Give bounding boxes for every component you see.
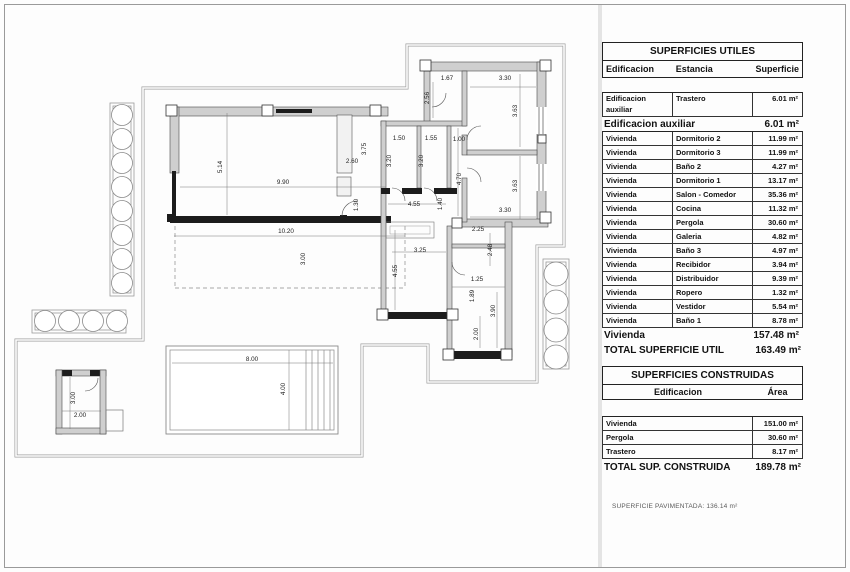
utiles-title-box bbox=[602, 42, 803, 78]
dimension-label: 2.60 bbox=[345, 158, 359, 165]
table-cell: 11.99 m² bbox=[768, 148, 798, 157]
total-construida-row bbox=[602, 459, 803, 473]
subtotal-value: 157.48 m² bbox=[753, 330, 799, 341]
dimension-label: 3.00 bbox=[70, 391, 77, 405]
vivienda-subtotal-row bbox=[602, 328, 803, 342]
table-cell: 9.39 m² bbox=[772, 274, 798, 283]
table-cell: Pergola bbox=[603, 431, 753, 444]
table-row bbox=[603, 417, 802, 430]
table-row bbox=[603, 257, 802, 271]
table-cell: Vivienda bbox=[603, 272, 673, 285]
table-cell: 5.54 m² bbox=[772, 302, 798, 311]
construidas-header-row bbox=[603, 384, 802, 399]
table-title: SUPERFICIES UTILES bbox=[649, 46, 755, 57]
dimension-label: 2.48 bbox=[487, 243, 494, 257]
table-cell: 3.94 m² bbox=[772, 260, 798, 269]
table-cell: Vivienda bbox=[603, 188, 673, 201]
table-cell: Vivienda bbox=[603, 132, 673, 145]
table-cell: Galeria bbox=[673, 230, 753, 243]
table-row bbox=[603, 444, 802, 458]
table-cell: 13.17 m² bbox=[767, 176, 798, 185]
tree-row-right bbox=[543, 259, 569, 369]
dimension-label: 10.20 bbox=[278, 228, 294, 235]
dimension-label: 4.55 bbox=[407, 201, 421, 208]
dimension-label: 3.90 bbox=[490, 304, 497, 318]
table-cell: 151.00 m² bbox=[763, 419, 798, 428]
column-header: Superficie bbox=[755, 64, 799, 74]
table-cell: Edificacion auxiliar bbox=[603, 93, 673, 116]
dimension-label: 3.25 bbox=[413, 247, 427, 254]
table-cell: Vivienda bbox=[603, 146, 673, 159]
dimension-label: 2.56 bbox=[424, 91, 431, 105]
dimension-label: 4.55 bbox=[392, 264, 399, 278]
dimension-label: 1.89 bbox=[469, 289, 476, 303]
table-cell: 35.36 m² bbox=[767, 190, 798, 199]
dimension-label: 8.00 bbox=[245, 356, 259, 363]
table-cell: Cocina bbox=[673, 202, 753, 215]
superficies-utiles-table bbox=[602, 42, 803, 356]
table-cell: Salon - Comedor bbox=[673, 188, 753, 201]
trastero-building bbox=[56, 370, 123, 434]
total-value: 163.49 m² bbox=[755, 345, 801, 356]
dimension-label: 1.67 bbox=[440, 75, 454, 82]
table-cell: 30.60 m² bbox=[767, 433, 798, 442]
dimension-label: 5.14 bbox=[217, 160, 224, 174]
dimension-label: 1.40 bbox=[437, 197, 444, 211]
table-row bbox=[603, 145, 802, 159]
dimension-label: 2.00 bbox=[73, 412, 87, 419]
table-row bbox=[603, 299, 802, 313]
trastero-annex-box bbox=[106, 410, 123, 431]
total-label: TOTAL SUP. CONSTRUIDA bbox=[604, 462, 731, 473]
table-row bbox=[603, 313, 802, 327]
table-cell: 30.60 m² bbox=[767, 218, 798, 227]
column-header: Área bbox=[767, 387, 788, 397]
table-cell: Vestidor bbox=[673, 300, 753, 313]
table-cell: 4.97 m² bbox=[772, 246, 798, 255]
paved-surface-note: SUPERFICIE PAVIMENTADA: 136.14 m² bbox=[612, 503, 738, 510]
table-cell: Recibidor bbox=[673, 258, 753, 271]
table-cell: Baño 1 bbox=[673, 314, 753, 327]
dimension-label: 4.00 bbox=[280, 382, 287, 396]
table-row bbox=[603, 285, 802, 299]
tree-row-left bbox=[110, 103, 134, 296]
utiles-rows-grid bbox=[602, 131, 803, 328]
table-cell: Baño 2 bbox=[673, 160, 753, 173]
table-title: SUPERFICIES CONSTRUIDAS bbox=[631, 370, 774, 381]
dimension-label: 2.25 bbox=[471, 226, 485, 233]
column-header: Edificacion bbox=[653, 387, 702, 397]
table-row bbox=[603, 159, 802, 173]
entrance-porch bbox=[386, 222, 434, 238]
table-cell: Vivienda bbox=[603, 286, 673, 299]
dimension-label: 1.25 bbox=[470, 276, 484, 283]
superficies-construidas-table bbox=[602, 366, 803, 473]
dimension-label: 1.55 bbox=[424, 135, 438, 142]
dimension-label: 3.63 bbox=[512, 104, 519, 118]
table-cell: Dormitorio 3 bbox=[673, 146, 753, 159]
table-cell: Vivienda bbox=[603, 300, 673, 313]
dimension-label: 9.90 bbox=[276, 179, 290, 186]
table-row bbox=[603, 93, 802, 116]
table-row bbox=[603, 430, 802, 444]
dimension-label: 3.20 bbox=[418, 154, 425, 168]
utiles-header-row bbox=[603, 60, 802, 77]
column-header: Edificacion bbox=[606, 64, 655, 74]
dimension-label: 3.75 bbox=[361, 142, 368, 156]
table-row bbox=[603, 173, 802, 187]
table-cell: Dormitorio 1 bbox=[673, 174, 753, 187]
dimension-label: 3.30 bbox=[498, 207, 512, 214]
table-cell: 8.17 m² bbox=[772, 447, 798, 456]
subtotal-label: Edificacion auxiliar bbox=[604, 119, 696, 130]
table-cell: Vivienda bbox=[603, 174, 673, 187]
aux-row-grid bbox=[602, 92, 803, 117]
dimension-label: 1.00 bbox=[452, 136, 466, 143]
table-cell: Trastero bbox=[603, 445, 753, 458]
tree-row-bottom-left bbox=[32, 310, 128, 333]
total-label: TOTAL SUPERFICIE UTIL bbox=[604, 345, 725, 356]
subtotal-label: Vivienda bbox=[604, 330, 645, 341]
table-cell: 6.01 m² bbox=[772, 94, 798, 103]
table-cell: Vivienda bbox=[603, 216, 673, 229]
pergola-dashed-outline bbox=[175, 226, 405, 288]
dimension-label: 3.00 bbox=[300, 252, 307, 266]
table-cell: Ropero bbox=[673, 286, 753, 299]
table-row bbox=[603, 271, 802, 285]
construidas-rows-grid bbox=[602, 416, 803, 459]
dimension-label: 1.30 bbox=[353, 198, 360, 212]
table-cell: 8.78 m² bbox=[772, 316, 798, 325]
table-cell: Vivienda bbox=[603, 314, 673, 327]
table-cell: Pergola bbox=[673, 216, 753, 229]
table-row bbox=[603, 187, 802, 201]
dimension-label: 1.50 bbox=[392, 135, 406, 142]
table-cell: 4.27 m² bbox=[772, 162, 798, 171]
subtotal-value: 6.01 m² bbox=[764, 119, 799, 130]
table-row bbox=[603, 243, 802, 257]
table-cell: Vivienda bbox=[603, 230, 673, 243]
construidas-title-box bbox=[602, 366, 803, 400]
table-cell: Vivienda bbox=[603, 244, 673, 257]
dimension-label: 3.30 bbox=[498, 75, 512, 82]
table-cell: Trastero bbox=[673, 93, 753, 116]
table-cell: 11.99 m² bbox=[768, 134, 798, 143]
table-cell: 11.32 m² bbox=[768, 204, 798, 213]
table-cell: Baño 3 bbox=[673, 244, 753, 257]
table-cell: 4.82 m² bbox=[772, 232, 798, 241]
aux-subtotal-row bbox=[602, 117, 803, 131]
table-row bbox=[603, 201, 802, 215]
table-cell: 1.32 m² bbox=[772, 288, 798, 297]
column-header: Estancia bbox=[675, 64, 713, 74]
table-row bbox=[603, 229, 802, 243]
table-cell: Vivienda bbox=[603, 160, 673, 173]
table-row bbox=[603, 132, 802, 145]
dimension-label: 3.20 bbox=[386, 154, 393, 168]
dimension-label: 4.70 bbox=[456, 172, 463, 186]
table-cell: Vivienda bbox=[603, 258, 673, 271]
total-util-row bbox=[602, 342, 803, 356]
table-cell: Distribuidor bbox=[673, 272, 753, 285]
dimension-label: 3.63 bbox=[512, 179, 519, 193]
dimension-label: 2.00 bbox=[473, 327, 480, 341]
total-value: 189.78 m² bbox=[755, 462, 801, 473]
table-cell: Vivienda bbox=[603, 417, 753, 430]
table-row bbox=[603, 215, 802, 229]
table-cell: Vivienda bbox=[603, 202, 673, 215]
table-cell: Dormitorio 2 bbox=[673, 132, 753, 145]
